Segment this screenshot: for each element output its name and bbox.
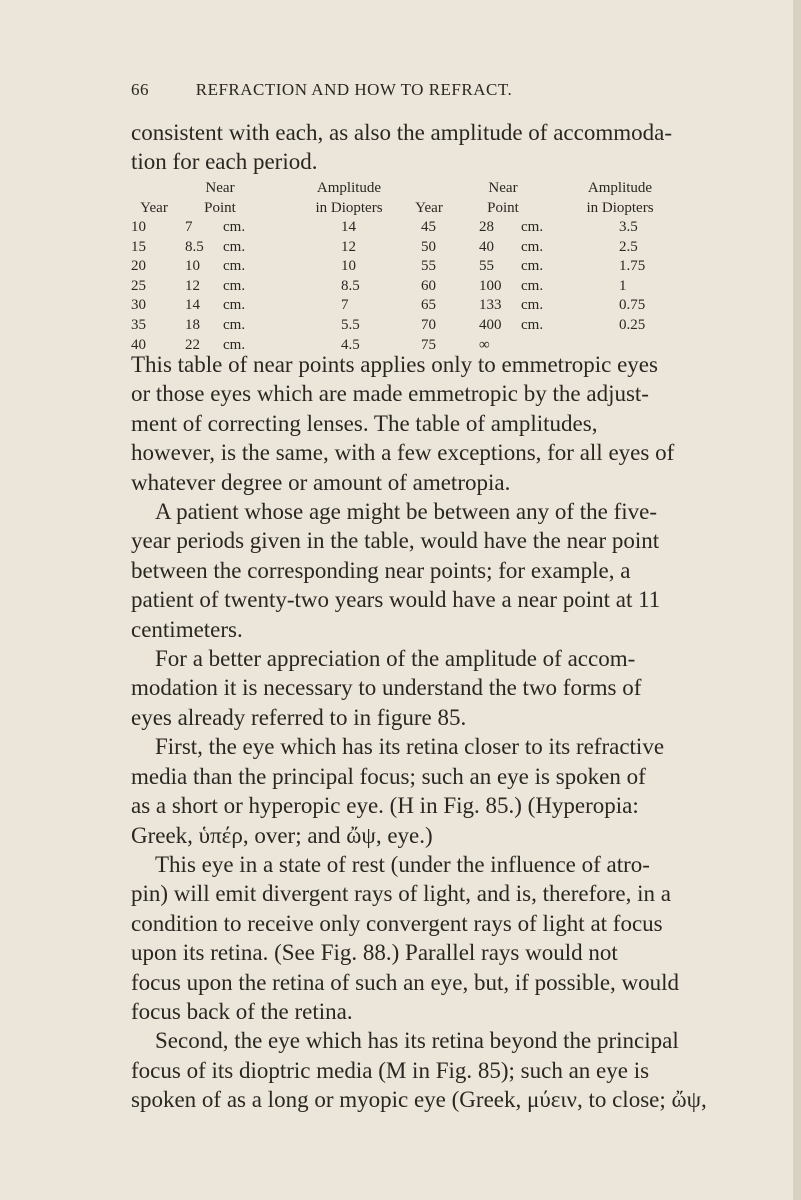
amplitude-cell: 8.5 (341, 277, 360, 294)
header-year-right: Year (415, 200, 443, 216)
near-point-cell: 55 (479, 258, 494, 275)
paragraph-2-line: centimeters. (131, 616, 243, 642)
body-text (131, 350, 771, 1115)
paragraph-2-line: A patient whose age might be between any of the five- (155, 499, 658, 525)
page-number: 66 (131, 80, 149, 99)
age-accommodation-table (131, 178, 731, 355)
table-row (131, 238, 731, 258)
amplitude-cell: 4.5 (341, 336, 360, 353)
amplitude-cell: 5.5 (341, 316, 360, 333)
year-cell: 65 (421, 297, 436, 314)
header-near-left-2: Point (204, 200, 236, 216)
header-near-right-2: Point (487, 200, 519, 216)
intro-line-2: tion for each period. (131, 149, 318, 174)
table-row (131, 257, 731, 277)
near-point-cell: 18 (185, 316, 200, 333)
year-cell: 15 (131, 238, 146, 255)
paragraph-1-line: however, is the same, with a few exceptions, for all eyes of (131, 440, 675, 466)
intro-line-1: consistent with each, as also the amplitude of accommoda- (131, 120, 672, 145)
year-cell: 75 (421, 336, 436, 353)
running-title: REFRACTION AND HOW TO REFRACT. (195, 80, 513, 99)
near-point-cell: 10 (185, 258, 200, 275)
year-cell: 35 (131, 316, 146, 333)
table-row (131, 296, 731, 316)
paragraph-1-line: or those eyes which are made emmetropic by the adjust- (131, 381, 649, 407)
paragraph-3-line: modation it is necessary to understand the two forms of (131, 675, 642, 701)
near-point-cell: 7 (185, 219, 193, 235)
table-row (131, 218, 731, 238)
unit-cell: cm. (223, 219, 246, 235)
unit-cell: cm. (521, 258, 544, 275)
year-cell: 25 (131, 277, 146, 294)
unit-cell: cm. (223, 297, 246, 314)
header-near-left-1: Near (205, 180, 235, 196)
paragraph-4-line: Greek, ὑπέρ, over; and ὤψ, eye.) (131, 822, 433, 848)
year-cell: 50 (421, 238, 436, 255)
page-edge-shadow (793, 0, 801, 1200)
paragraph-5-line: pin) will emit divergent rays of light, and is, therefore, in a (131, 881, 671, 907)
near-point-cell: 133 (479, 297, 502, 314)
year-cell: 70 (421, 316, 436, 333)
unit-cell: cm. (521, 219, 544, 235)
unit-cell: cm. (223, 238, 246, 255)
near-point-cell: 100 (479, 277, 502, 294)
amplitude-cell: 7 (341, 297, 349, 314)
near-point-cell: 28 (479, 219, 494, 235)
header-amp-right-2: in Diopters (586, 200, 654, 216)
paragraph-4-line: as a short or hyperopic eye. (H in Fig. 85.) (Hyperopia: (131, 793, 639, 819)
paragraph-1-line: ment of correcting lenses. The table of amplitudes, (131, 410, 598, 436)
near-point-cell: 14 (185, 297, 200, 314)
paragraph-5-line: focus back of the retina. (131, 998, 353, 1024)
header-amp-right-1: Amplitude (587, 180, 653, 196)
unit-cell: cm. (521, 297, 544, 314)
header-amp-left-1: Amplitude (316, 180, 382, 196)
unit-cell: cm. (223, 316, 246, 333)
paragraph-5-line: condition to receive only convergent rays of light at focus (131, 910, 663, 936)
amplitude-cell: 0.75 (619, 297, 646, 314)
amplitude-cell: 1.75 (619, 258, 646, 275)
table-row (131, 316, 731, 336)
paragraph-4-line: First, the eye which has its retina closer to its refractive (155, 734, 665, 760)
amplitude-cell: 10 (341, 258, 356, 275)
near-point-cell: ∞ (479, 336, 490, 353)
year-cell: 55 (421, 258, 436, 275)
paragraph-6-line: Second, the eye which has its retina beyond the principal (155, 1028, 679, 1054)
paragraph-2-line: between the corresponding near points; for example, a (131, 557, 631, 583)
near-point-cell: 8.5 (185, 238, 204, 255)
amplitude-cell: 14 (341, 219, 356, 235)
paragraph-3-line: For a better appreciation of the amplitude of accom- (155, 646, 636, 672)
header-near-right-1: Near (488, 180, 518, 196)
amplitude-cell: 0.25 (619, 316, 646, 333)
paragraph-5-line: focus upon the retina of such an eye, but, if possible, would (131, 969, 680, 995)
intro-text (131, 118, 771, 176)
paragraph-6-line: focus of its dioptric media (M in Fig. 85); such an eye is (131, 1057, 650, 1083)
paragraph-6-line: spoken of as a long or myopic eye (Greek, μύειν, to close; ὤψ, (131, 1087, 707, 1113)
table-body (131, 218, 731, 355)
near-point-cell: 40 (479, 238, 494, 255)
amplitude-cell: 3.5 (619, 219, 638, 235)
header-year-left: Year (140, 200, 168, 216)
table-row (131, 277, 731, 297)
paragraph-2-line: patient of twenty-two years would have a near point at 11 (131, 587, 661, 613)
paragraph-4-line: media than the principal focus; such an eye is spoken of (131, 763, 646, 789)
paragraph-5-line: upon its retina. (See Fig. 88.) Parallel rays would not (131, 940, 618, 966)
paragraph-2-line: year periods given in the table, would have the near point (131, 528, 660, 554)
header-amp-left-2: in Diopters (315, 200, 383, 216)
amplitude-cell: 2.5 (619, 238, 638, 255)
near-point-cell: 22 (185, 336, 200, 353)
near-point-cell: 12 (185, 277, 200, 294)
amplitude-cell: 12 (341, 238, 356, 255)
amplitude-cell: 1 (619, 277, 627, 294)
unit-cell: cm. (521, 277, 544, 294)
year-cell: 40 (131, 336, 146, 353)
year-cell: 20 (131, 258, 146, 275)
unit-cell: cm. (223, 336, 246, 353)
paragraph-1-line: This table of near points applies only to emmetropic eyes (131, 352, 658, 377)
year-cell: 30 (131, 297, 146, 314)
unit-cell: cm. (223, 258, 246, 275)
unit-cell: cm. (521, 316, 544, 333)
year-cell: 45 (421, 219, 436, 235)
paragraph-1-line: whatever degree or amount of ametropia. (131, 469, 511, 495)
year-cell: 60 (421, 277, 436, 294)
paragraph-3-line: eyes already referred to in figure 85. (131, 704, 467, 730)
page-header (131, 80, 771, 100)
unit-cell: cm. (521, 238, 544, 255)
unit-cell: cm. (223, 277, 246, 294)
near-point-cell: 400 (479, 316, 502, 333)
year-cell: 10 (131, 219, 146, 235)
paragraph-5-line: This eye in a state of rest (under the influence of atro- (155, 851, 650, 877)
table-header (131, 178, 731, 218)
